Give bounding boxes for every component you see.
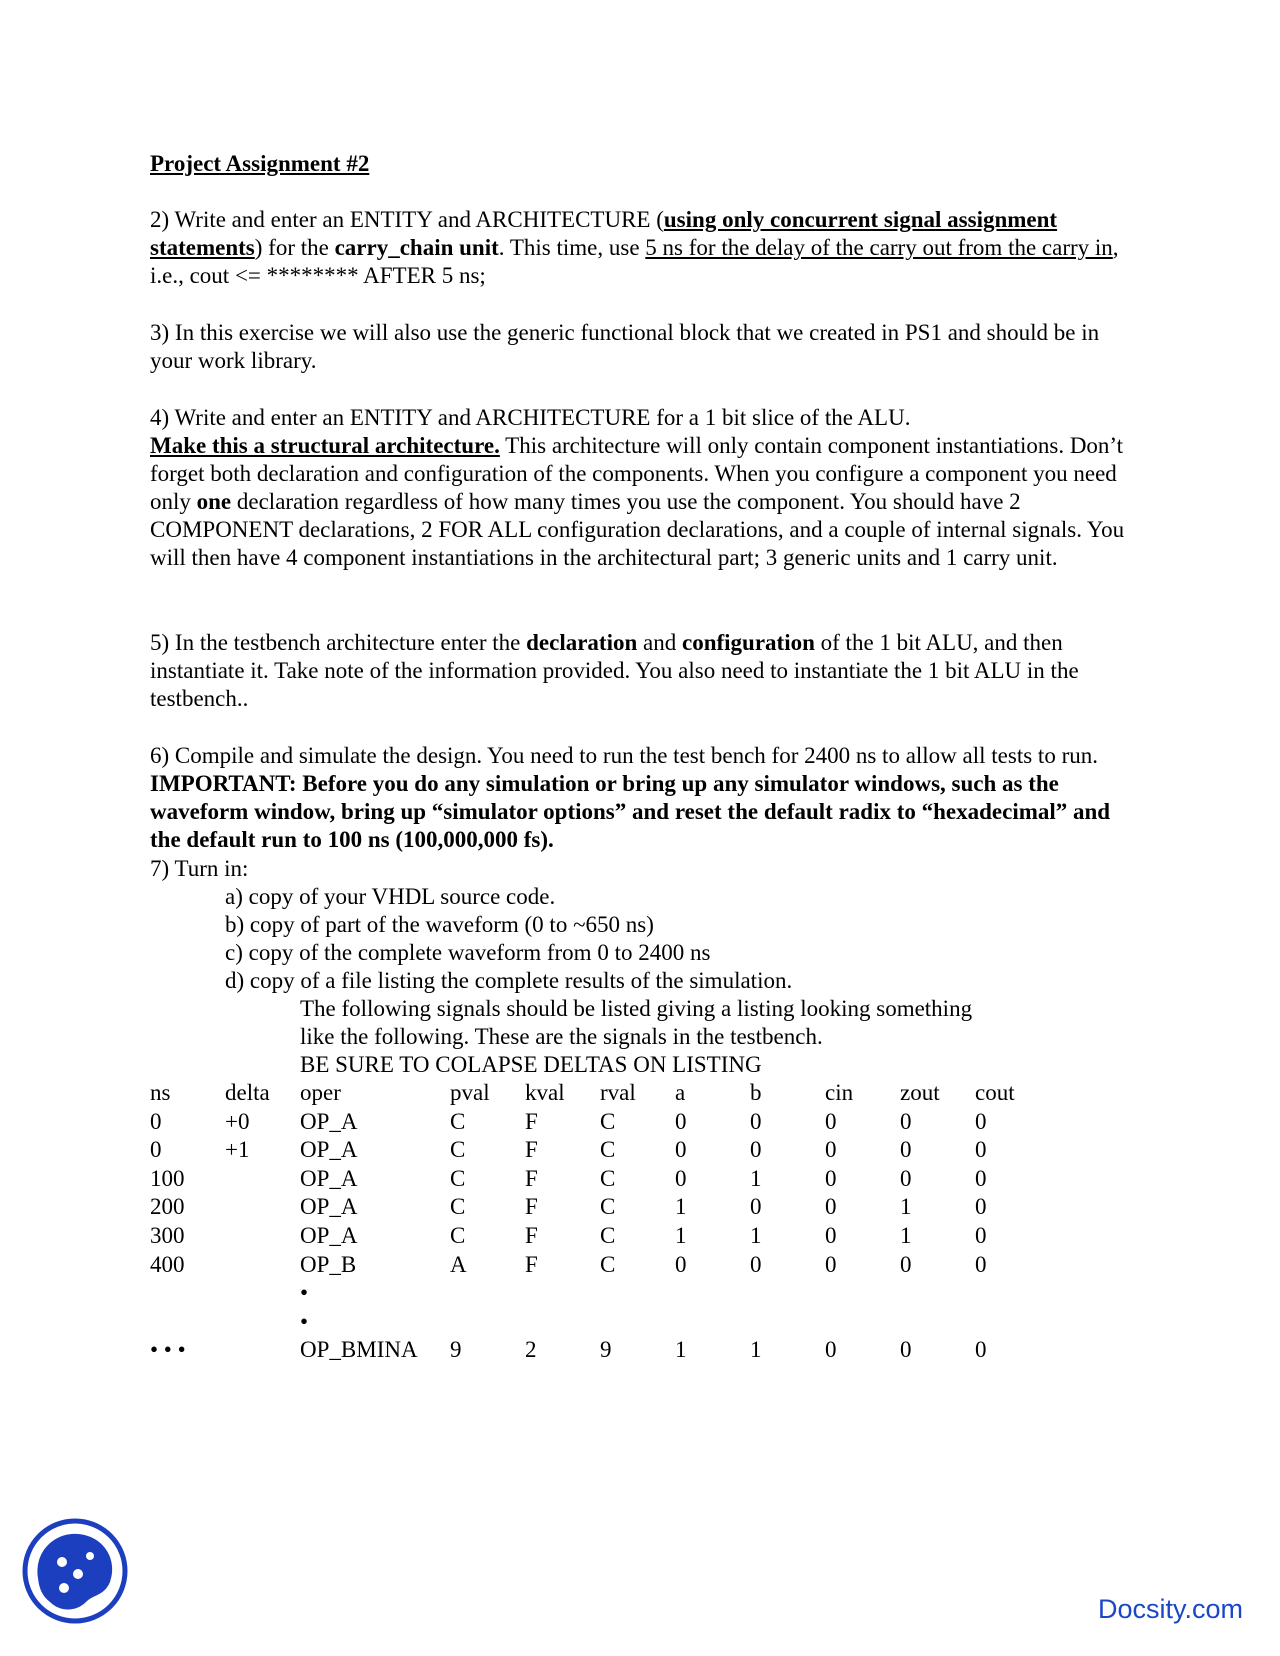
table-cell <box>900 1279 975 1308</box>
table-cell: A <box>450 1251 467 1277</box>
table-cell: 0 <box>825 1165 837 1191</box>
table-cell: 100 <box>150 1165 185 1191</box>
column-header: delta <box>225 1080 270 1105</box>
table-cell: OP_A <box>300 1165 358 1191</box>
table-cell <box>825 1308 900 1337</box>
table-cell: 0 <box>900 1251 912 1277</box>
table-cell: C <box>450 1137 466 1163</box>
table-cell <box>750 1308 825 1337</box>
table-cell: 0 <box>750 1137 762 1163</box>
column-header: oper <box>300 1080 341 1105</box>
table-cell: 0 <box>750 1194 762 1220</box>
table-cell: 0 <box>825 1251 837 1277</box>
table-cell: 0 <box>150 1137 162 1163</box>
paragraph-4: 4) Write and enter an ENTITY and ARCHITECTURE for a 1 bit slice of the ALU. Make this a structural architecture. This architecture will only contain component instantiations. Don’t forget both declaration and configuration of the components. When you configure a component you need only one declaration regardless of how many times you use the component. You should have 2 COMPONENT declarations, 2 FOR ALL configuration declarations, and a couple of internal signals. You will then have 4 component instantiations in the architectural part; 3 generic units and 1 carry unit. <box>150 405 1125 570</box>
table-cell: 0 <box>975 1137 987 1163</box>
table-row <box>150 1108 1050 1137</box>
table-cell: 0 <box>975 1337 987 1363</box>
listing-note: The following signals should be listed giving a listing looking something <box>300 996 973 1021</box>
table-cell <box>225 1336 300 1365</box>
table-cell: 0 <box>975 1222 987 1248</box>
table-cell: C <box>450 1222 466 1248</box>
table-cell: 0 <box>900 1337 912 1363</box>
table-cell: 1 <box>750 1165 762 1191</box>
table-cell <box>975 1308 1050 1337</box>
docsity-logo-icon <box>20 1516 130 1626</box>
table-cell: 0 <box>825 1194 837 1220</box>
table-cell: 0 <box>975 1194 987 1220</box>
table-cell: 0 <box>825 1222 837 1248</box>
table-cell: 0 <box>900 1108 912 1134</box>
table-cell: C <box>450 1194 466 1220</box>
table-cell: C <box>600 1251 616 1277</box>
table-cell: 300 <box>150 1222 185 1248</box>
table-cell: F <box>525 1251 538 1277</box>
table-cell: C <box>600 1108 616 1134</box>
table-cell: 1 <box>675 1222 687 1248</box>
listing-note: like the following. These are the signals in the testbench. <box>300 1024 823 1049</box>
table-row <box>150 1222 1050 1251</box>
turn-in-item: a) copy of your VHDL source code. <box>225 884 556 909</box>
table-cell: 9 <box>600 1337 612 1363</box>
paragraph-5: 5) In the testbench architecture enter the declaration and configuration of the 1 bit ALU, and then instantiate it. Take note of the information provided. You also need to instantiate the 1 bit ALU in the testbench.. <box>150 630 1079 711</box>
turn-in-item: b) copy of part of the waveform (0 to ~650 ns) <box>225 912 654 937</box>
table-cell: 0 <box>675 1165 687 1191</box>
table-cell: • • • <box>150 1337 186 1363</box>
table-row <box>150 1308 1050 1337</box>
table-row <box>150 1136 1050 1165</box>
table-cell: • <box>300 1280 309 1306</box>
simulation-listing-table <box>150 1079 1050 1365</box>
table-cell: 1 <box>675 1337 687 1363</box>
table-cell <box>450 1308 525 1337</box>
turn-in-item: c) copy of the complete waveform from 0 to 2400 ns <box>225 940 711 965</box>
table-cell: 1 <box>900 1194 912 1220</box>
table-cell: F <box>525 1165 538 1191</box>
table-cell <box>750 1279 825 1308</box>
table-cell <box>225 1222 300 1251</box>
turn-in-item: d) copy of a file listing the complete results of the simulation. <box>225 968 793 993</box>
table-cell: C <box>450 1108 466 1134</box>
table-cell: C <box>600 1165 616 1191</box>
table-cell <box>975 1279 1050 1308</box>
table-cell: F <box>525 1137 538 1163</box>
table-cell: 0 <box>675 1251 687 1277</box>
table-cell: C <box>600 1222 616 1248</box>
table-cell: 400 <box>150 1251 185 1277</box>
table-cell: OP_A <box>300 1194 358 1220</box>
column-header: kval <box>525 1080 565 1105</box>
table-row <box>150 1251 1050 1280</box>
table-cell: 2 <box>525 1337 537 1363</box>
table-cell: C <box>450 1165 466 1191</box>
column-header: ns <box>150 1080 171 1105</box>
table-cell <box>225 1308 300 1337</box>
listing-header-row <box>150 1079 1050 1108</box>
table-cell: 0 <box>900 1165 912 1191</box>
table-cell: +0 <box>225 1108 250 1134</box>
table-cell: 0 <box>900 1137 912 1163</box>
table-cell: 0 <box>975 1165 987 1191</box>
listing-note: BE SURE TO COLAPSE DELTAS ON LISTING <box>300 1052 762 1077</box>
column-header: a <box>675 1080 686 1105</box>
table-cell <box>600 1308 675 1337</box>
table-cell <box>900 1308 975 1337</box>
column-header: b <box>750 1080 762 1105</box>
table-cell: F <box>525 1194 538 1220</box>
paragraph-3: 3) In this exercise we will also use the generic functional block that we created in PS1 and should be in your work library. <box>150 320 1100 373</box>
table-cell: 1 <box>750 1337 762 1363</box>
paragraph-6: 6) Compile and simulate the design. You need to run the test bench for 2400 ns to allow all tests to run. IMPORTANT: Before you do any simulation or bring up any simulator windows, such as the waveform window, bring up “simulator options” and reset the default radix to “hexadecimal” and the default run to 100 ns (100,000,000 fs). <box>150 743 1111 852</box>
paragraph-2: 2) Write and enter an ENTITY and ARCHITECTURE (using only concurrent signal assignment statements) for the carry_chain unit. This time, use 5 ns for the delay of the carry out from the carry in, i.e., cout <= ******** AFTER 5 ns; <box>150 207 1119 288</box>
table-cell: C <box>600 1194 616 1220</box>
table-cell <box>225 1165 300 1194</box>
column-header: zout <box>900 1080 940 1105</box>
table-cell <box>225 1193 300 1222</box>
table-cell: 0 <box>825 1137 837 1163</box>
table-cell <box>825 1279 900 1308</box>
table-cell: 0 <box>825 1108 837 1134</box>
column-header: cout <box>975 1080 1015 1105</box>
page-title: Project Assignment #2 <box>150 151 370 176</box>
table-cell: 1 <box>675 1194 687 1220</box>
table-cell: OP_A <box>300 1222 358 1248</box>
table-cell: 9 <box>450 1337 462 1363</box>
table-cell: 1 <box>750 1222 762 1248</box>
table-cell: 0 <box>750 1251 762 1277</box>
table-cell: OP_A <box>300 1137 358 1163</box>
table-cell: +1 <box>225 1137 250 1163</box>
table-row <box>150 1165 1050 1194</box>
table-cell <box>225 1251 300 1280</box>
table-cell: 0 <box>150 1108 162 1134</box>
table-cell <box>525 1279 600 1308</box>
column-header: pval <box>450 1080 490 1105</box>
table-cell: 0 <box>675 1137 687 1163</box>
table-cell: F <box>525 1108 538 1134</box>
table-cell: 200 <box>150 1194 185 1220</box>
table-cell: C <box>600 1137 616 1163</box>
column-header: rval <box>600 1080 636 1105</box>
table-cell <box>525 1308 600 1337</box>
table-cell: • <box>300 1308 309 1334</box>
docsity-brand-text[interactable]: Docsity.com <box>1098 1594 1244 1624</box>
table-cell <box>675 1308 750 1337</box>
table-cell: OP_BMINA <box>300 1337 418 1363</box>
table-cell: OP_B <box>300 1251 357 1277</box>
table-cell: OP_A <box>300 1108 358 1134</box>
table-cell <box>150 1279 225 1308</box>
table-cell <box>150 1308 225 1337</box>
table-cell <box>225 1279 300 1308</box>
column-header: cin <box>825 1080 854 1105</box>
table-cell: 0 <box>975 1251 987 1277</box>
table-cell: F <box>525 1222 538 1248</box>
table-cell: 0 <box>675 1108 687 1134</box>
paragraph-7-heading: 7) Turn in: <box>150 856 249 881</box>
table-cell: 0 <box>975 1108 987 1134</box>
table-cell: 1 <box>900 1222 912 1248</box>
table-cell <box>450 1279 525 1308</box>
table-cell <box>675 1279 750 1308</box>
table-cell: 0 <box>750 1108 762 1134</box>
table-cell <box>600 1279 675 1308</box>
table-row <box>150 1193 1050 1222</box>
table-row <box>150 1336 1050 1365</box>
table-row <box>150 1279 1050 1308</box>
table-cell: 0 <box>825 1337 837 1363</box>
